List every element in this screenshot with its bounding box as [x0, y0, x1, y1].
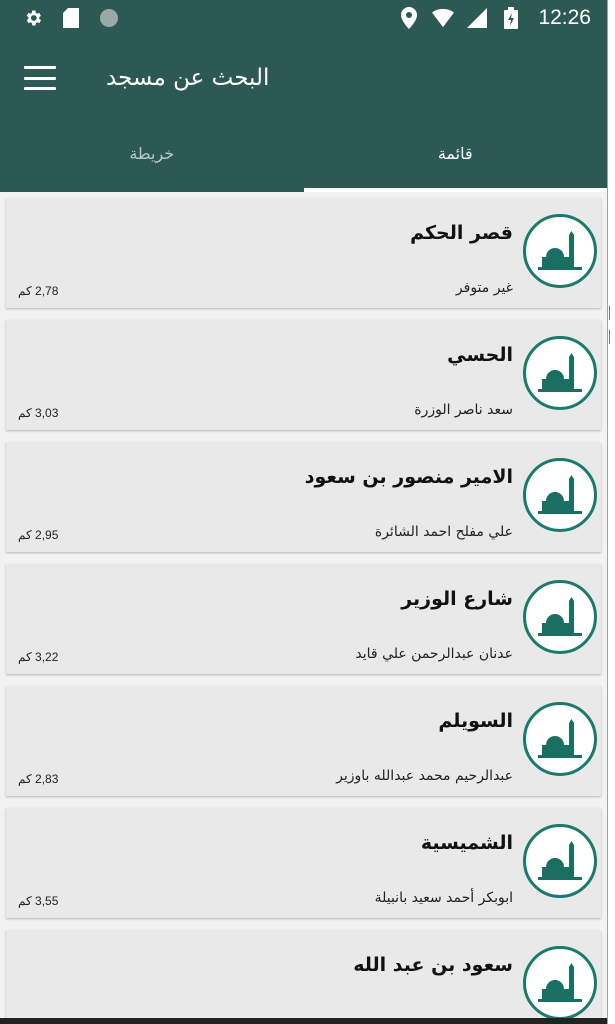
window-gutter — [608, 0, 615, 1024]
tab-list[interactable]: قائمة — [437, 143, 473, 163]
navigation-edge — [0, 1018, 608, 1024]
mosque-imam: عدنان عبدالرحمن علي قايد — [355, 646, 513, 662]
mosque-imam: ابوبكر أحمد سعيد بانبيلة — [374, 890, 513, 906]
status-icons-right — [398, 6, 591, 30]
menu-icon — [24, 66, 56, 69]
mosque-avatar — [523, 336, 597, 410]
list-item[interactable] — [6, 442, 601, 552]
list-item[interactable] — [6, 564, 601, 674]
mosque-imam: علي مفلح احمد الشائرة — [374, 524, 513, 540]
mosque-icon — [536, 841, 584, 881]
status-clock: 12:26 — [538, 6, 591, 29]
gutter-mark — [609, 306, 613, 320]
mosque-icon — [536, 475, 584, 515]
mosque-name: الشميسية — [420, 832, 513, 854]
mosque-avatar — [523, 214, 597, 288]
mosque-avatar — [523, 580, 597, 654]
circle-icon — [98, 7, 120, 29]
mosque-avatar — [523, 702, 597, 776]
sd-card-icon — [60, 7, 82, 29]
mosque-name: الحسي — [447, 344, 513, 366]
status-icons-left — [22, 7, 120, 29]
gear-icon — [22, 7, 44, 29]
list-item[interactable] — [6, 930, 601, 1024]
gutter-mark — [609, 330, 613, 344]
mosque-distance: 3,22 كم — [18, 650, 59, 664]
mosque-icon — [536, 963, 584, 1003]
mosque-distance: 2,95 كم — [18, 528, 59, 542]
mosque-avatar — [523, 946, 597, 1020]
mosque-icon — [536, 597, 584, 637]
mosque-name: قصر الحكم — [410, 222, 513, 244]
mosque-name: الامير منصور بن سعود — [304, 466, 513, 488]
mosque-distance: 2,78 كم — [18, 284, 59, 298]
mosque-avatar — [523, 458, 597, 532]
app-bar — [0, 36, 607, 120]
mosque-icon — [536, 353, 584, 393]
mosque-name: السويلم — [438, 710, 513, 732]
mosque-list — [0, 192, 607, 1024]
mosque-avatar — [523, 824, 597, 898]
list-item[interactable] — [6, 808, 601, 918]
signal-icon — [466, 7, 488, 29]
tab-map[interactable]: خريطة — [129, 143, 175, 163]
list-item[interactable] — [6, 320, 601, 430]
mosque-distance: 3,55 كم — [18, 894, 59, 908]
mosque-distance: 3,03 كم — [18, 406, 59, 420]
mosque-icon — [536, 231, 584, 271]
list-item[interactable] — [6, 198, 601, 308]
tab-bar — [0, 120, 607, 192]
active-tab-indicator — [304, 188, 608, 192]
mosque-icon — [536, 719, 584, 759]
mosque-imam: غير متوفر — [455, 280, 513, 296]
menu-button[interactable] — [24, 66, 56, 90]
page-title: البحث عن مسجد — [106, 65, 270, 91]
location-icon — [398, 7, 420, 29]
mosque-imam: سعد ناصر الوزرة — [414, 402, 513, 418]
mosque-imam: عبدالرحيم محمد عبدالله باوزير — [336, 768, 513, 784]
mosque-name: سعود بن عبد الله — [353, 954, 513, 976]
mosque-distance: 2,83 كم — [18, 772, 59, 786]
status-bar — [0, 0, 607, 36]
mosque-name: شارع الوزير — [401, 588, 513, 610]
list-item[interactable] — [6, 686, 601, 796]
battery-icon — [500, 7, 522, 29]
wifi-icon — [432, 7, 454, 29]
